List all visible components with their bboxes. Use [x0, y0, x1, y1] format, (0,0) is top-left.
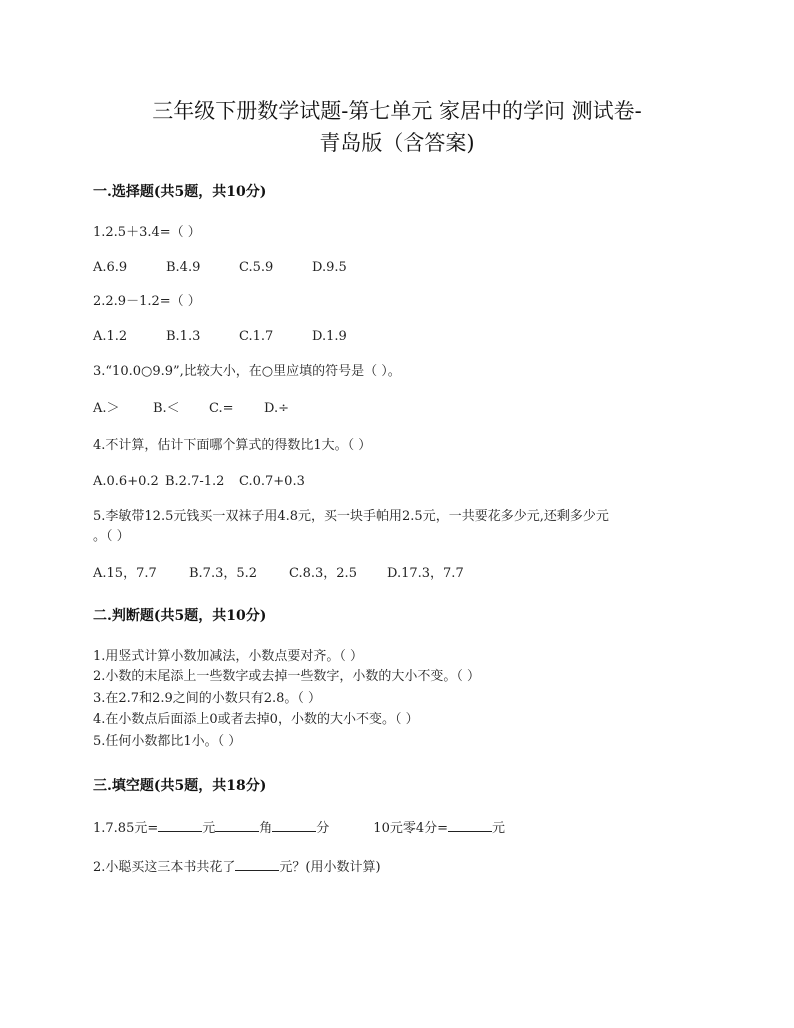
question-3-options — [93, 400, 289, 418]
question-2-options — [93, 328, 385, 346]
option-a: A.0.6+0.2 — [93, 474, 159, 489]
answer-blank-jiao[interactable] — [215, 817, 259, 832]
unit-jiao: 角 — [259, 821, 273, 836]
unit-fen: 分 — [316, 821, 330, 836]
fill-2-prefix: 2.小聪买这三本书共花了 — [93, 860, 236, 875]
question-5-text-line-1: 5.李敏带12.5元钱买一双袜子用4.8元，买一块手帕用2.5元，一共要花多少元,还剩多少元 — [93, 509, 609, 524]
option-a: A.6.9 — [93, 260, 128, 275]
answer-blank-yuan-2[interactable] — [448, 817, 492, 832]
option-c: C.0.7+0.3 — [239, 474, 305, 489]
option-b: B.4.9 — [166, 260, 201, 275]
option-c: C.1.7 — [239, 329, 274, 344]
option-b: B.2.7-1.2 — [165, 474, 225, 489]
judgment-item-1: 1.用竖式计算小数加减法，小数点要对齐。（ ） — [93, 649, 364, 664]
option-a: A.1.2 — [93, 329, 128, 344]
unit-yuan: 元 — [202, 821, 216, 836]
answer-blank-fen[interactable] — [272, 817, 316, 832]
section-heading-choice: 一.选择题(共5题，共10分) — [93, 184, 267, 200]
section-heading-judgment: 二.判断题(共5题，共10分) — [93, 608, 267, 624]
option-a: A.15，7.7 — [93, 566, 157, 581]
question-4-options — [93, 473, 305, 491]
unit-yuan-2: 元 — [492, 821, 506, 836]
fill-question-2 — [93, 856, 381, 877]
question-1-text: 1.2.5＋3.4=（ ） — [93, 225, 201, 240]
option-d: D.÷ — [264, 401, 289, 416]
option-c: C.5.9 — [239, 260, 274, 275]
question-4-text: 4.不计算，估计下面哪个算式的得数比1大。（ ） — [93, 438, 372, 453]
question-3-text: 3.“10.0○9.9”,比较大小，在○里应填的符号是（ ）。 — [93, 364, 401, 379]
fill-question-1 — [93, 817, 505, 838]
judgment-item-2: 2.小数的末尾添上一些数字或去掉一些数字，小数的大小不变。（ ） — [93, 669, 481, 684]
question-1-options — [93, 259, 385, 277]
fill-2-suffix: 元？(用小数计算) — [279, 860, 381, 875]
fill-1-part2-prefix: 10元零4分= — [373, 821, 449, 836]
option-c: C.8.3，2.5 — [289, 566, 357, 581]
section-heading-fill-in: 三.填空题(共5题，共18分) — [93, 778, 267, 794]
option-c: C.= — [209, 401, 234, 416]
judgment-item-4: 4.在小数点后面添上0或者去掉0，小数的大小不变。（ ） — [93, 712, 419, 727]
option-d: D.17.3，7.7 — [387, 566, 464, 581]
question-5-text-line-2: 。（ ） — [93, 529, 130, 544]
judgment-item-5: 5.任何小数都比1小。（ ） — [93, 734, 242, 749]
option-a: A.＞ — [93, 401, 120, 416]
document-title-line-1: 三年级下册数学试题-第七单元 家居中的学问 测试卷- — [152, 99, 642, 123]
fill-1-prefix: 1.7.85元= — [93, 821, 159, 836]
option-d: D.1.9 — [312, 329, 347, 344]
answer-blank-yuan[interactable] — [158, 817, 202, 832]
answer-blank-total[interactable] — [235, 856, 279, 871]
question-5-options — [93, 565, 464, 583]
option-b: B.＜ — [153, 401, 180, 416]
judgment-item-3: 3.在2.7和2.9之间的小数只有2.8。（ ） — [93, 691, 322, 706]
option-b: B.1.3 — [166, 329, 201, 344]
option-d: D.9.5 — [312, 260, 347, 275]
option-b: B.7.3，5.2 — [189, 566, 258, 581]
question-2-text: 2.2.9－1.2=（ ） — [93, 294, 201, 309]
document-title-line-2: 青岛版（含答案) — [319, 131, 475, 155]
